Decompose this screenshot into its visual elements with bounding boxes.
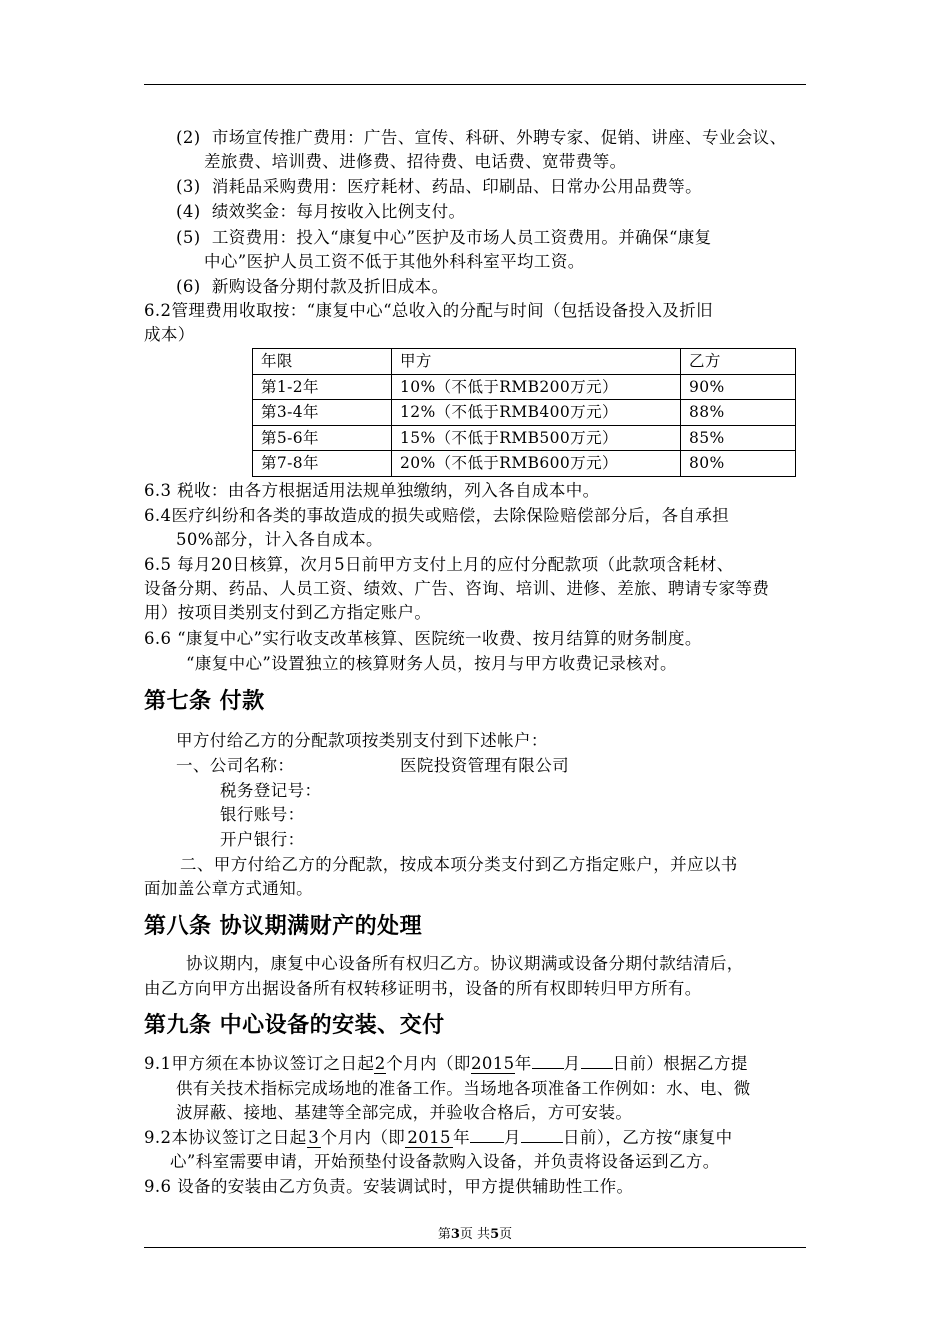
bank-account-label: 银行账号： xyxy=(220,805,305,824)
page-footer: 第3页 共5页 xyxy=(437,1227,513,1242)
header-rule xyxy=(144,84,806,85)
month-blank xyxy=(532,1068,564,1069)
table-row xyxy=(253,451,796,477)
article-7-p2-line2: 面加盖公章方式通知。 xyxy=(144,879,313,898)
table-row xyxy=(253,400,796,426)
months-blank: 3 xyxy=(308,1128,320,1147)
item-2-line1: (2) 市场宣传推广费用：广告、宣传、科研、外聘专家、促销、讲座、专业会议、 xyxy=(176,128,787,147)
clause-6-5-line2: 设备分期、药品、人员工资、绩效、广告、咨询、培训、进修、差旅、聘请专家等费 xyxy=(144,579,770,598)
page-number: 3 xyxy=(450,1227,460,1242)
clause-9-1-line2: 供有关技术指标完成场地的准备工作。当场地各项准备工作例如：水、电、微 xyxy=(176,1079,751,1098)
clause-6-4-line1: 6.4医疗纠纷和各类的事故造成的损失或赔偿，去除保险赔偿部分后，各自承担 xyxy=(144,506,730,525)
table-row xyxy=(253,425,796,451)
item-5-line1: (5) 工资费用：投入“康复中心”医护及市场人员工资费用。并确保“康复 xyxy=(176,228,712,247)
table-cell: 第3-4年 xyxy=(253,400,392,426)
clause-9-1-line1: 9.1甲方须在本协议签订之日起2个月内（即2015年 月 日前）根据乙方提 xyxy=(144,1054,748,1073)
table-cell: 第5-6年 xyxy=(253,425,392,451)
table-header-cell: 年限 xyxy=(253,349,392,375)
item-5-line2: 中心”医护人员工资不低于其他外科科室平均工资。 xyxy=(204,252,585,271)
item-2-line2: 差旅费、培训费、进修费、招待费、电话费、宽带费等。 xyxy=(204,152,627,171)
item-6: (6) 新购设备分期付款及折旧成本。 xyxy=(176,277,449,296)
article-7-intro: 甲方付给乙方的分配款项按类别支付到下述帐户： xyxy=(176,731,548,750)
clause-6-6-line1: 6.6 “康复中心”实行收支改革核算、医院统一收费、按月结算的财务制度。 xyxy=(144,629,702,648)
table-cell: 10%（不低于RMB200万元） xyxy=(392,374,681,400)
company-name-value: 医院投资管理有限公司 xyxy=(400,756,569,775)
article-9-title: 第九条 中心设备的安装、交付 xyxy=(144,1013,445,1038)
month-blank xyxy=(470,1142,504,1143)
table-cell: 第1-2年 xyxy=(253,374,392,400)
clause-9-2-line2: 心”科室需要申请，开始预垫付设备款购入设备，并负责将设备运到乙方。 xyxy=(170,1152,720,1171)
clause-6-2-line1: 6.2管理费用收取按：“康复中心“总收入的分配与时间（包括设备投入及折旧 xyxy=(144,301,714,320)
clause-9-6: 9.6 设备的安装由乙方负责。安装调试时，甲方提供辅助性工作。 xyxy=(144,1177,634,1196)
article-7-title: 第七条 付款 xyxy=(144,689,265,714)
clause-6-2-line2: 成本） xyxy=(144,325,195,344)
table-cell: 20%（不低于RMB600万元） xyxy=(392,451,681,477)
table-header-cell: 乙方 xyxy=(681,349,796,375)
table-header-row xyxy=(253,349,796,375)
fee-table xyxy=(252,348,796,477)
company-name-label: 一、公司名称： xyxy=(176,756,295,775)
clause-6-3: 6.3 税收：由各方根据适用法规单独缴纳，列入各自成本中。 xyxy=(144,481,600,500)
page-total: 5 xyxy=(490,1227,500,1242)
table-cell: 80% xyxy=(681,451,796,477)
clause-6-5-line3: 用）按项目类别支付到乙方指定账户。 xyxy=(144,603,432,622)
table-header-cell: 甲方 xyxy=(392,349,681,375)
clause-6-6-line2: “康复中心”设置独立的核算财务人员，按月与甲方收费记录核对。 xyxy=(186,654,677,673)
clause-9-2-line1: 9.2本协议签订之日起3个月内（即 2015 年 月 日前），乙方按“康复中 xyxy=(144,1128,733,1147)
clause-6-4-line2: 50%部分，计入各自成本。 xyxy=(176,530,383,549)
table-cell: 第7-8年 xyxy=(253,451,392,477)
table-cell: 85% xyxy=(681,425,796,451)
article-7-p2-line1: 二、甲方付给乙方的分配款，按成本项分类支付到乙方指定账户，并应以书 xyxy=(180,855,738,874)
table-cell: 15%（不低于RMB500万元） xyxy=(392,425,681,451)
table-cell: 88% xyxy=(681,400,796,426)
day-blank xyxy=(581,1068,613,1069)
clause-6-5-line1: 6.5 每月20日核算，次月5日前甲方支付上月的应付分配款项（此款项含耗材、 xyxy=(144,555,734,574)
item-3: (3) 消耗品采购费用：医疗耗材、药品、印刷品、日常办公用品费等。 xyxy=(176,177,702,196)
article-8-title: 第八条 协议期满财产的处理 xyxy=(144,914,423,939)
table-cell: 12%（不低于RMB400万元） xyxy=(392,400,681,426)
year-blank: 2015 xyxy=(470,1054,515,1073)
months-blank: 2 xyxy=(374,1054,386,1073)
item-4: (4) 绩效奖金：每月按收入比例支付。 xyxy=(176,202,466,221)
bank-name-label: 开户银行： xyxy=(220,830,305,849)
table-cell: 90% xyxy=(681,374,796,400)
article-8-line1: 协议期内，康复中心设备所有权归乙方。协议期满或设备分期付款结清后， xyxy=(186,954,744,973)
table-row xyxy=(253,374,796,400)
article-8-line2: 由乙方向甲方出据设备所有权转移证明书，设备的所有权即转归甲方所有。 xyxy=(144,979,702,998)
year-blank: 2015 xyxy=(405,1128,453,1148)
footer-rule xyxy=(144,1247,806,1248)
tax-id-label: 税务登记号： xyxy=(220,781,322,800)
day-blank xyxy=(521,1142,563,1143)
clause-9-1-line3: 波屏蔽、接地、基建等全部完成，并验收合格后，方可安装。 xyxy=(176,1103,633,1122)
